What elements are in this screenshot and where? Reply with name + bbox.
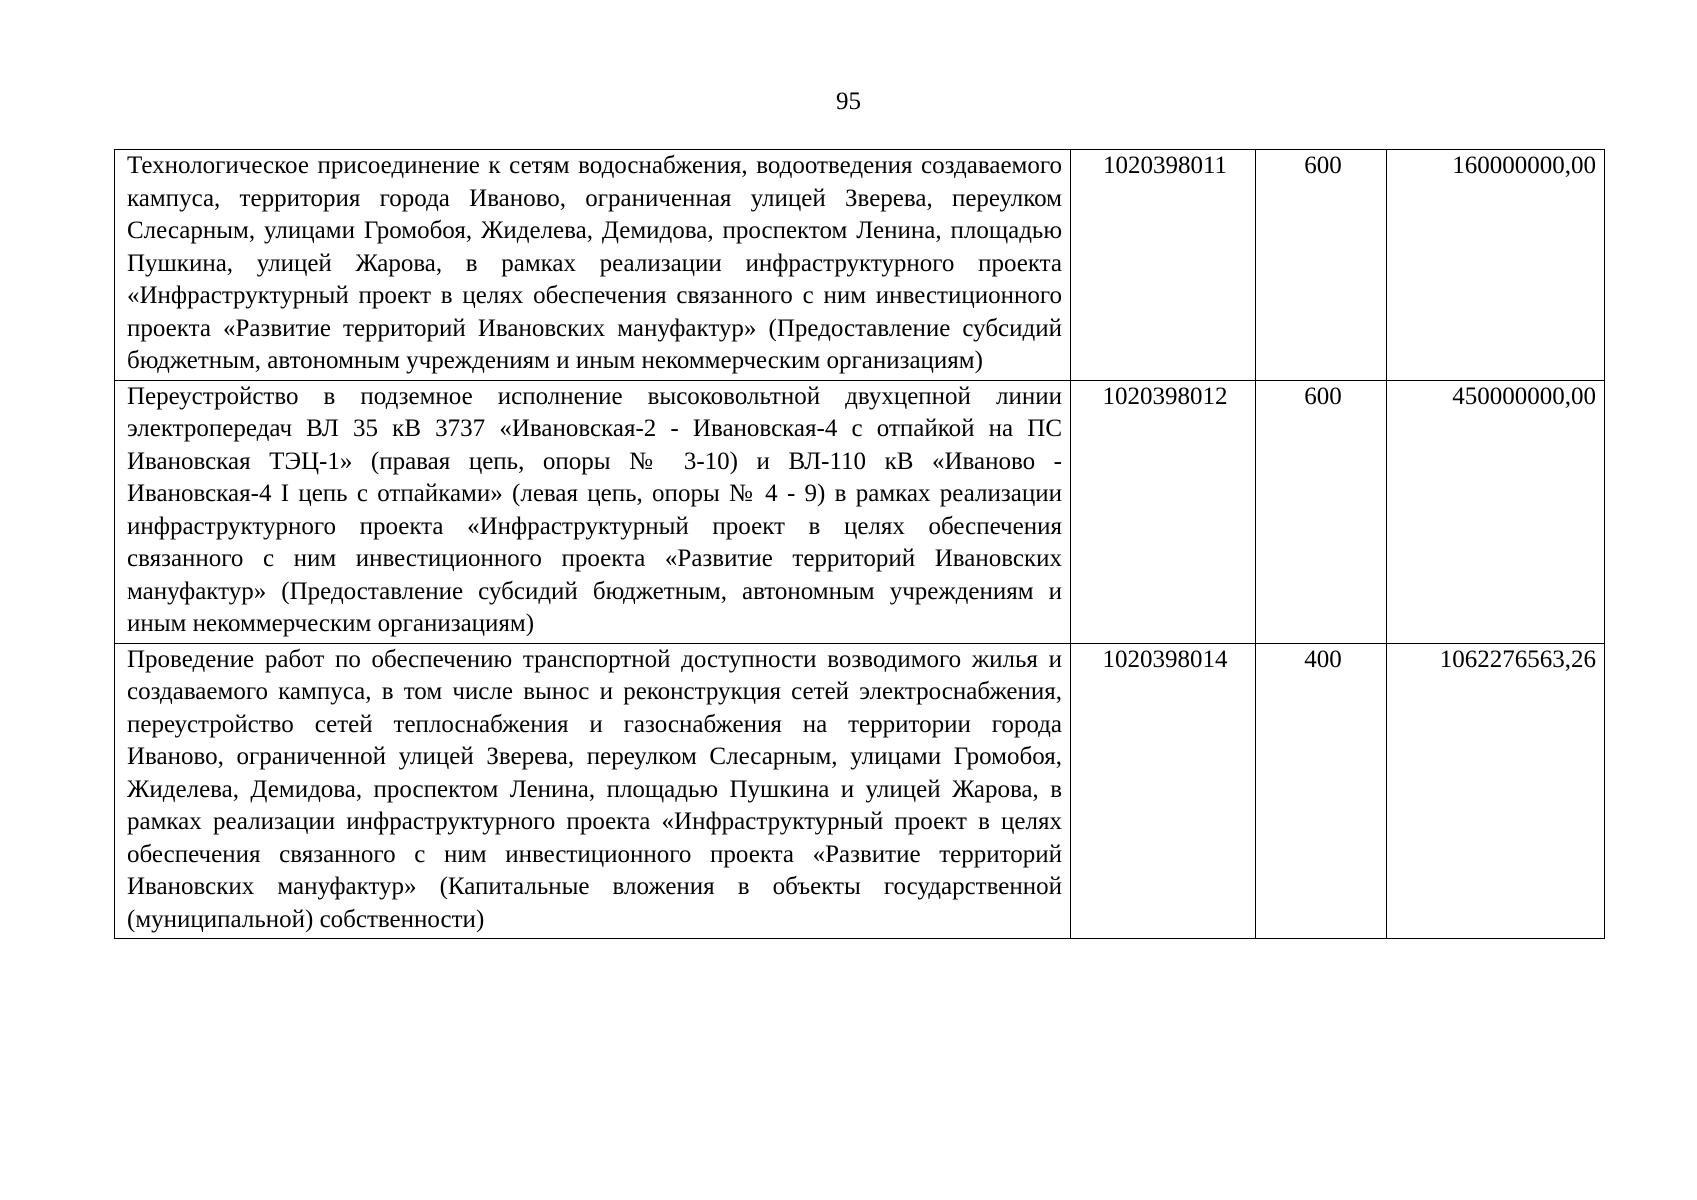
table-row	[115, 643, 1605, 939]
table-row	[115, 150, 1605, 381]
row-amount: 160000000,00	[1387, 150, 1605, 381]
row-amount: 450000000,00	[1387, 380, 1605, 643]
page-number: 95	[836, 88, 861, 115]
row-description: Технологическое присоединение к сетям водоснабжения, водоотведения создаваемого кампуса, территория города Иваново, ограниченная улицей Зверева, переулком Слесарным, улицами Громобоя, Жиделева, Демидова, проспектом Ленина, площадью Пушкина, улицей Жарова, в рамках реализации инфраструктурного проекта «Инфраструктурный проект в целях обеспечения связанного с ним инвестиционного проекта «Развитие территорий Ивановских мануфактур» (Предоставление субсидий бюджетным, автономным учреждениям и иным некоммерческим организациям)	[115, 150, 1071, 381]
row-expense-type: 600	[1256, 150, 1387, 381]
budget-table	[114, 149, 1605, 939]
row-expense-type: 400	[1256, 643, 1387, 939]
row-target-code: 1020398012	[1071, 380, 1256, 643]
row-target-code: 1020398011	[1071, 150, 1256, 381]
row-expense-type: 600	[1256, 380, 1387, 643]
row-target-code: 1020398014	[1071, 643, 1256, 939]
row-description: Переустройство в подземное исполнение высоковольтной двухцепной линии электропередач ВЛ 35 кВ 3737 «Ивановская-2 - Ивановская-4 с отпайкой на ПС Ивановская ТЭЦ-1» (правая цепь, опоры № 3-10) и ВЛ-110 кВ «Иваново - Ивановская-4 I цепь с отпайками» (левая цепь, опоры № 4 - 9) в рамках реализации инфраструктурного проекта «Инфраструктурный проект в целях обеспечения связанного с ним инвестиционного проекта «Развитие территорий Ивановских мануфактур» (Предоставление субсидий бюджетным, автономным учреждениям и иным некоммерческим организациям)	[115, 380, 1071, 643]
table-row	[115, 380, 1605, 643]
row-description: Проведение работ по обеспечению транспортной доступности возводимого жилья и создаваемого кампуса, в том числе вынос и реконструкция сетей электроснабжения, переустройство сетей теплоснабжения и газоснабжения на территории города Иваново, ограниченной улицей Зверева, переулком Слесарным, улицами Громобоя, Жиделева, Демидова, проспектом Ленина, площадью Пушкина и улицей Жарова, в рамках реализации инфраструктурного проекта «Инфраструктурный проект в целях обеспечения связанного с ним инвестиционного проекта «Развитие территорий Ивановских мануфактур» (Капитальные вложения в объекты государственной (муниципальной) собственности)	[115, 643, 1071, 939]
row-amount: 1062276563,26	[1387, 643, 1605, 939]
